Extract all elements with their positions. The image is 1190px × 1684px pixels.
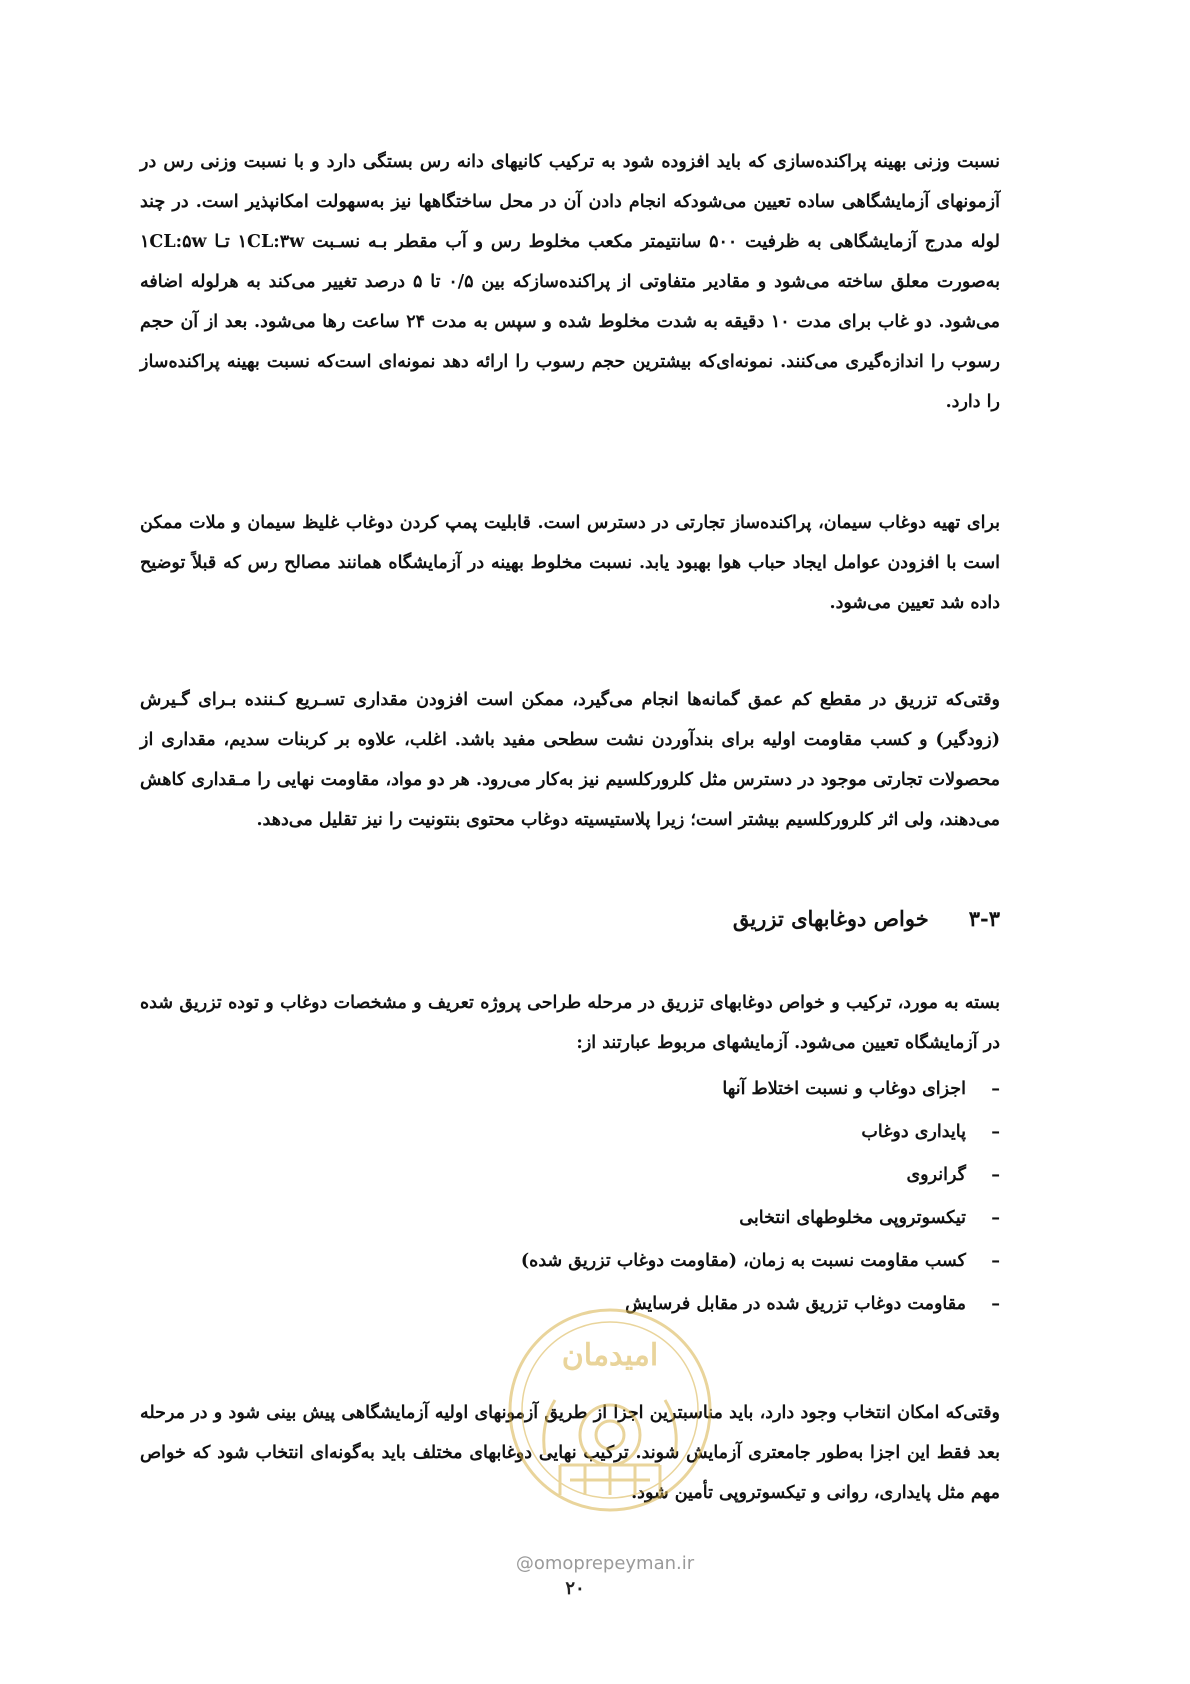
bullet-dash: – [991, 1208, 1000, 1228]
section-title: خواص دوغابهای تزریق [732, 906, 929, 931]
list-item-text: اجزای دوغاب و نسبت اختلاط آنها [722, 1079, 966, 1099]
bullet-dash: – [991, 1251, 1000, 1271]
watermark-logo-text: امیدمان [561, 1338, 659, 1373]
section-number: ۳-۳ [968, 906, 1000, 931]
test-list [140, 1068, 1000, 1326]
list-item [140, 1111, 1000, 1154]
section-heading [140, 901, 1000, 937]
list-item-text: مقاومت دوغاب تزریق شده در مقابل فرسایش [625, 1294, 966, 1314]
bullet-dash: – [991, 1165, 1000, 1185]
page-number: ۲۰ [565, 1578, 585, 1599]
paragraph-accelerator: وقتی‌که تزریق در مقطع کم عمق گمانه‌ها انجام می‌گیرد، ممکن است افزودن مقداری تسـریع کـننده بـرای گـیرش (زودگیر) و کسب مقاومت اولیه برای بندآوردن نشت سطحی مفید باشد. اغلب، علاوه بر کربنات سدیم، مقداری از محصولات تجارتی موجود در دسترس مثل کلرورکلسیم نیز به‌کار می‌رود. هر دو مواد، مقاومت نهایی را مـقداری کاهش می‌دهند، ولی اثر کلرورکلسیم بیشتر است؛ زیرا پلاستیسیته دوغاب محتوی بنتونیت را نیز تقلیل می‌دهد. [140, 690, 1000, 830]
list-item [140, 1197, 1000, 1240]
list-item [140, 1240, 1000, 1283]
list-item-text: گرانروی [906, 1165, 966, 1185]
paragraph-grout-properties-intro: بسته به مورد، ترکیب و خواص دوغابهای تزریق در مرحله طراحی پروژه تعریف و مشخصات دوغاب و توده تزریق شده در آزمایشگاه تعیین می‌شود. آزمایشهای مربوط عبارتند از: [140, 993, 1000, 1053]
paragraph-cement-grout: برای تهیه دوغاب سیمان، پراکنده‌ساز تجارتی در دسترس است. قابلیت پمپ کردن دوغاب غلیظ سیمان و ملات ممکن است با افزودن عوامل ایجاد حباب هوا بهبود یابد. نسبت مخلوط بهینه در آزمایشگاه همانند مصالح رس که قبلاً توضیح داده شد تعیین می‌شود. [140, 513, 1000, 613]
list-item-text: کسب مقاومت نسبت به زمان، (مقاومت دوغاب تزریق شده) [520, 1251, 966, 1271]
watermark-url: @omoprepeyman.ir [515, 1553, 695, 1574]
paragraph-dispersant-ratio: نسبت وزنی بهینه پراکنده‌سازی که باید افزوده شود به ترکیب کانیهای دانه رس بستگی دارد و با نسبت وزنی رس در آزمونهای آزمایشگاهی ساده تعیین می‌شودکه انجام دادن آن در محل ساختگاهها نیز به‌سهولت امکانپذیر است. در چند لوله مدرج آزمایشگاهی به ظرفیت ۵۰۰ سانتیمتر مکعب مخلوط رس و آب مقطر بـه نسـبت ۱CL:۳w تـا ۱CL:۵w به‌صورت معلق ساخته می‌شود و مقادیر متفاوتی از پراکنده‌سازکه بین ۰/۵ تا ۵ درصد تغییر می‌کند به هرلوله اضافه می‌شود. دو غاب برای مدت ۱۰ دقیقه به شدت مخلوط شده و سپس به مدت ۲۴ ساعت رها می‌شود. بعد از آن حجم رسوب را اندازه‌گیری می‌کنند. نمونه‌ای‌که بیشترین حجم رسوب را ارائه دهد نمونه‌ای است‌که نسبت بهینه پراکنده‌ساز را دارد. [140, 152, 1000, 412]
list-item [140, 1283, 1000, 1326]
list-item [140, 1154, 1000, 1197]
bullet-dash: – [991, 1122, 1000, 1142]
list-item-text: تیکسوتروپی مخلوطهای انتخابی [739, 1208, 966, 1228]
list-item-text: پایداری دوغاب [861, 1122, 966, 1142]
list-item [140, 1068, 1000, 1111]
paragraph-component-selection: وقتی‌که امکان انتخاب وجود دارد، باید مناسبترین اجزا از طریق آزمونهای اولیه آزمایشگاهی پیش بینی شود و در مرحله بعد فقط این اجزا به‌طور جامعتری آزمایش شوند. ترکیب نهایی دوغابهای مختلف باید به‌گونه‌ای انتخاب شود که خواص مهم مثل پایداری، روانی و تیکسوتروپی تأمین شود. [140, 1403, 1000, 1503]
bullet-dash: – [991, 1079, 1000, 1099]
bullet-dash: – [991, 1294, 1000, 1314]
